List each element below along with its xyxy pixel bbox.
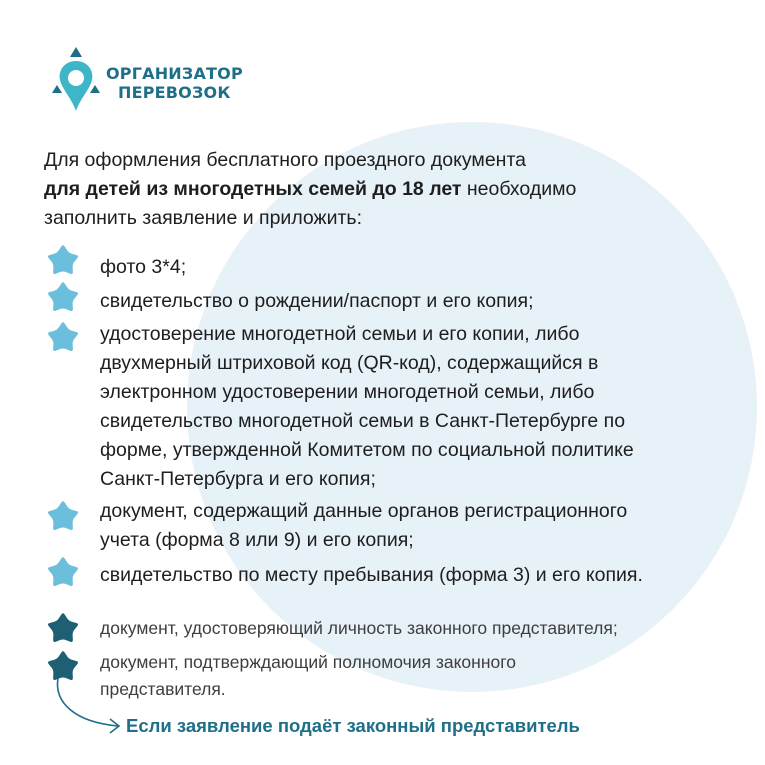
intro-line-3: заполнить заявление и приложить: — [44, 207, 362, 229]
intro-paragraph — [44, 146, 724, 233]
text-line: учета (форма 8 или 9) и его копия; — [100, 529, 414, 551]
star-icon — [45, 280, 81, 316]
text-line: удостоверение многодетной семьи и его копии, либо — [100, 323, 580, 345]
text-line: электронном удостоверении многодетной семьи, либо — [100, 381, 595, 403]
star-icon — [45, 611, 81, 647]
list-item-text — [100, 497, 740, 555]
intro-line-1: Для оформления бесплатного проездного документа — [44, 149, 526, 171]
star-icon — [45, 499, 81, 535]
text-line: Санкт-Петербурга и его копия; — [100, 468, 376, 490]
text-line: форме, утвержденной Комитетом по социальной политике — [100, 439, 634, 461]
representative-item-text: документ, удостоверяющий личность законного представителя; — [100, 618, 618, 638]
footer-note: Если заявление подаёт законный представитель — [126, 715, 580, 736]
text-line: двухмерный штриховой код (QR-код), содержащийся в — [100, 352, 599, 374]
text-line: документ, подтверждающий полномочия законного — [100, 652, 516, 672]
text-line: документ, содержащий данные органов регистрационного — [100, 500, 628, 522]
list-item-text: свидетельство о рождении/паспорт и его копия; — [100, 290, 534, 312]
logo-line-1: ОРГАНИЗАТОР — [106, 64, 243, 83]
logo — [48, 45, 243, 117]
list-item-text: фото 3*4; — [100, 256, 187, 278]
intro-bold: для детей из многодетных семей до 18 лет — [44, 178, 462, 200]
intro-line-2-rest: необходимо — [461, 178, 577, 200]
text-line: представителя. — [100, 679, 226, 699]
star-icon — [45, 243, 81, 279]
logo-line-2: ПЕРЕВОЗОК — [118, 83, 231, 102]
text-line: свидетельство многодетной семьи в Санкт-Петербурге по — [100, 410, 626, 432]
arrow-icon — [40, 676, 130, 736]
list-item-text — [100, 320, 740, 494]
list-item-text: свидетельство по месту пребывания (форма 3) и его копия. — [100, 564, 643, 586]
representative-item-text — [100, 649, 740, 703]
star-icon — [45, 320, 81, 356]
map-pin-icon — [48, 45, 108, 117]
star-icon — [45, 555, 81, 591]
logo-text — [106, 64, 243, 102]
intro-line-2 — [44, 175, 724, 204]
